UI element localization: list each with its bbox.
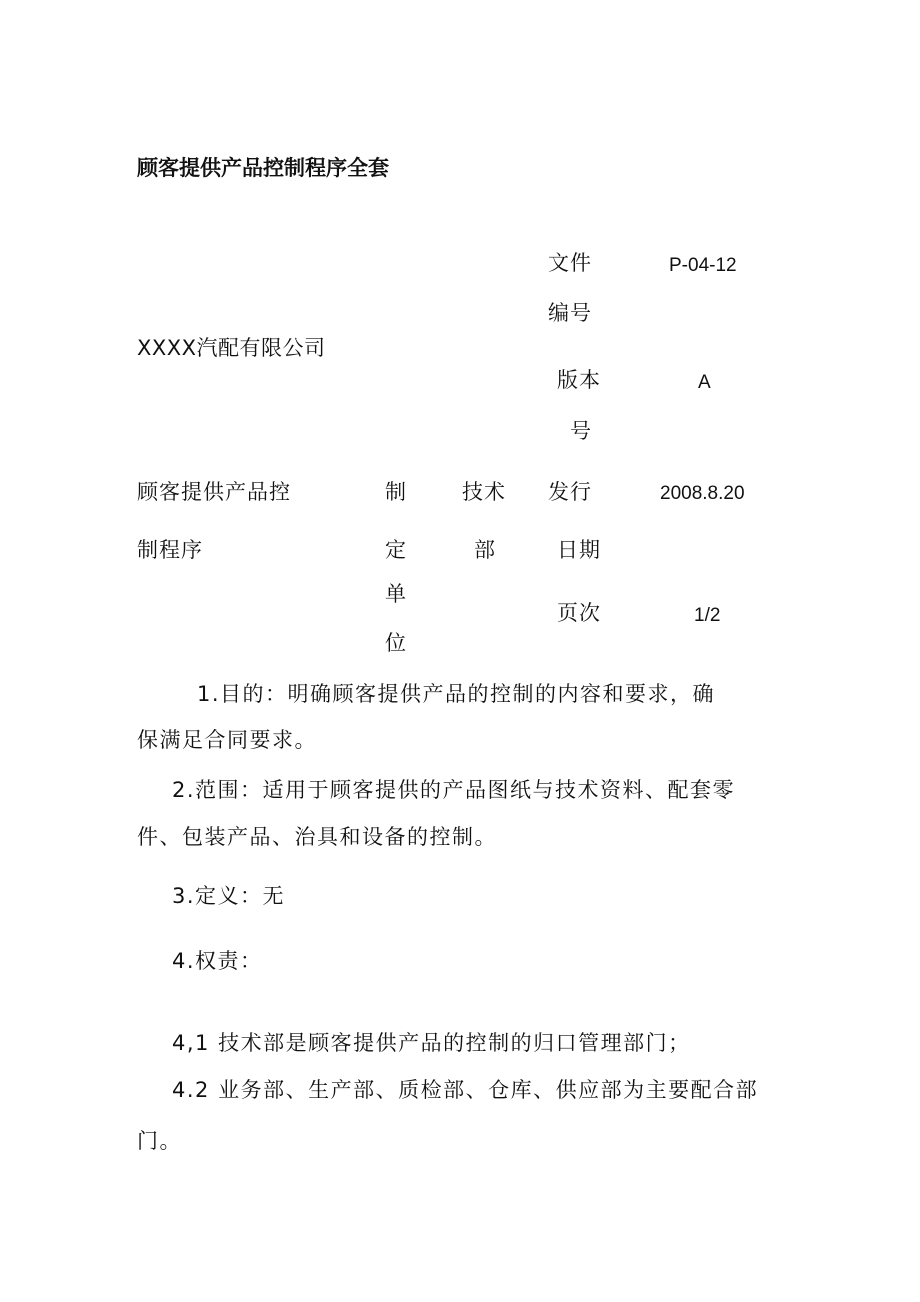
scope-line1: 2.范围：适用于顾客提供的产品图纸与技术资料、配套零 [172, 778, 736, 802]
responsibility-4-2-line1: 4.2 业务部、生产部、质检部、仓库、供应部为主要配合部 [172, 1078, 759, 1102]
responsibility-4-1: 4,1 技术部是顾客提供产品的控制的归口管理部门； [172, 1031, 691, 1055]
doc-number-value: P-04-12 [669, 255, 737, 276]
version-label-line1: 版本 [557, 368, 601, 392]
purpose-line2: 保满足合同要求。 [137, 728, 317, 752]
document-title: 顾客提供产品控制程序全套 [137, 156, 389, 180]
company-name: XXXX汽配有限公司 [137, 336, 326, 360]
issue-date-label-line2: 日期 [557, 538, 601, 562]
unit-label-char2: 定 [385, 538, 407, 562]
issue-date-value: 2008.8.20 [660, 483, 745, 504]
procedure-name-line1: 顾客提供产品控 [137, 480, 291, 504]
unit-label-char3: 单 [385, 582, 407, 606]
unit-value-line1: 技术 [462, 480, 506, 504]
procedure-name-line2: 制程序 [137, 538, 203, 562]
doc-number-label-line1: 文件 [548, 251, 592, 275]
issue-date-label-line1: 发行 [548, 480, 592, 504]
unit-value-line2: 部 [474, 538, 496, 562]
definition: 3.定义：无 [172, 884, 286, 908]
doc-number-label-line2: 编号 [548, 301, 592, 325]
purpose-line1: 1.目的：明确顾客提供产品的控制的内容和要求，确 [197, 682, 716, 706]
unit-label-char1: 制 [385, 480, 407, 504]
version-value: A [698, 372, 711, 393]
version-label-line2: 号 [570, 419, 592, 443]
page-label: 页次 [557, 601, 601, 625]
unit-label-char4: 位 [385, 631, 407, 655]
responsibility-4-2-line2: 门。 [137, 1129, 182, 1153]
page-value: 1/2 [694, 605, 721, 626]
scope-line2: 件、包装产品、治具和设备的控制。 [137, 825, 497, 849]
responsibility-heading: 4.权责： [172, 949, 263, 973]
